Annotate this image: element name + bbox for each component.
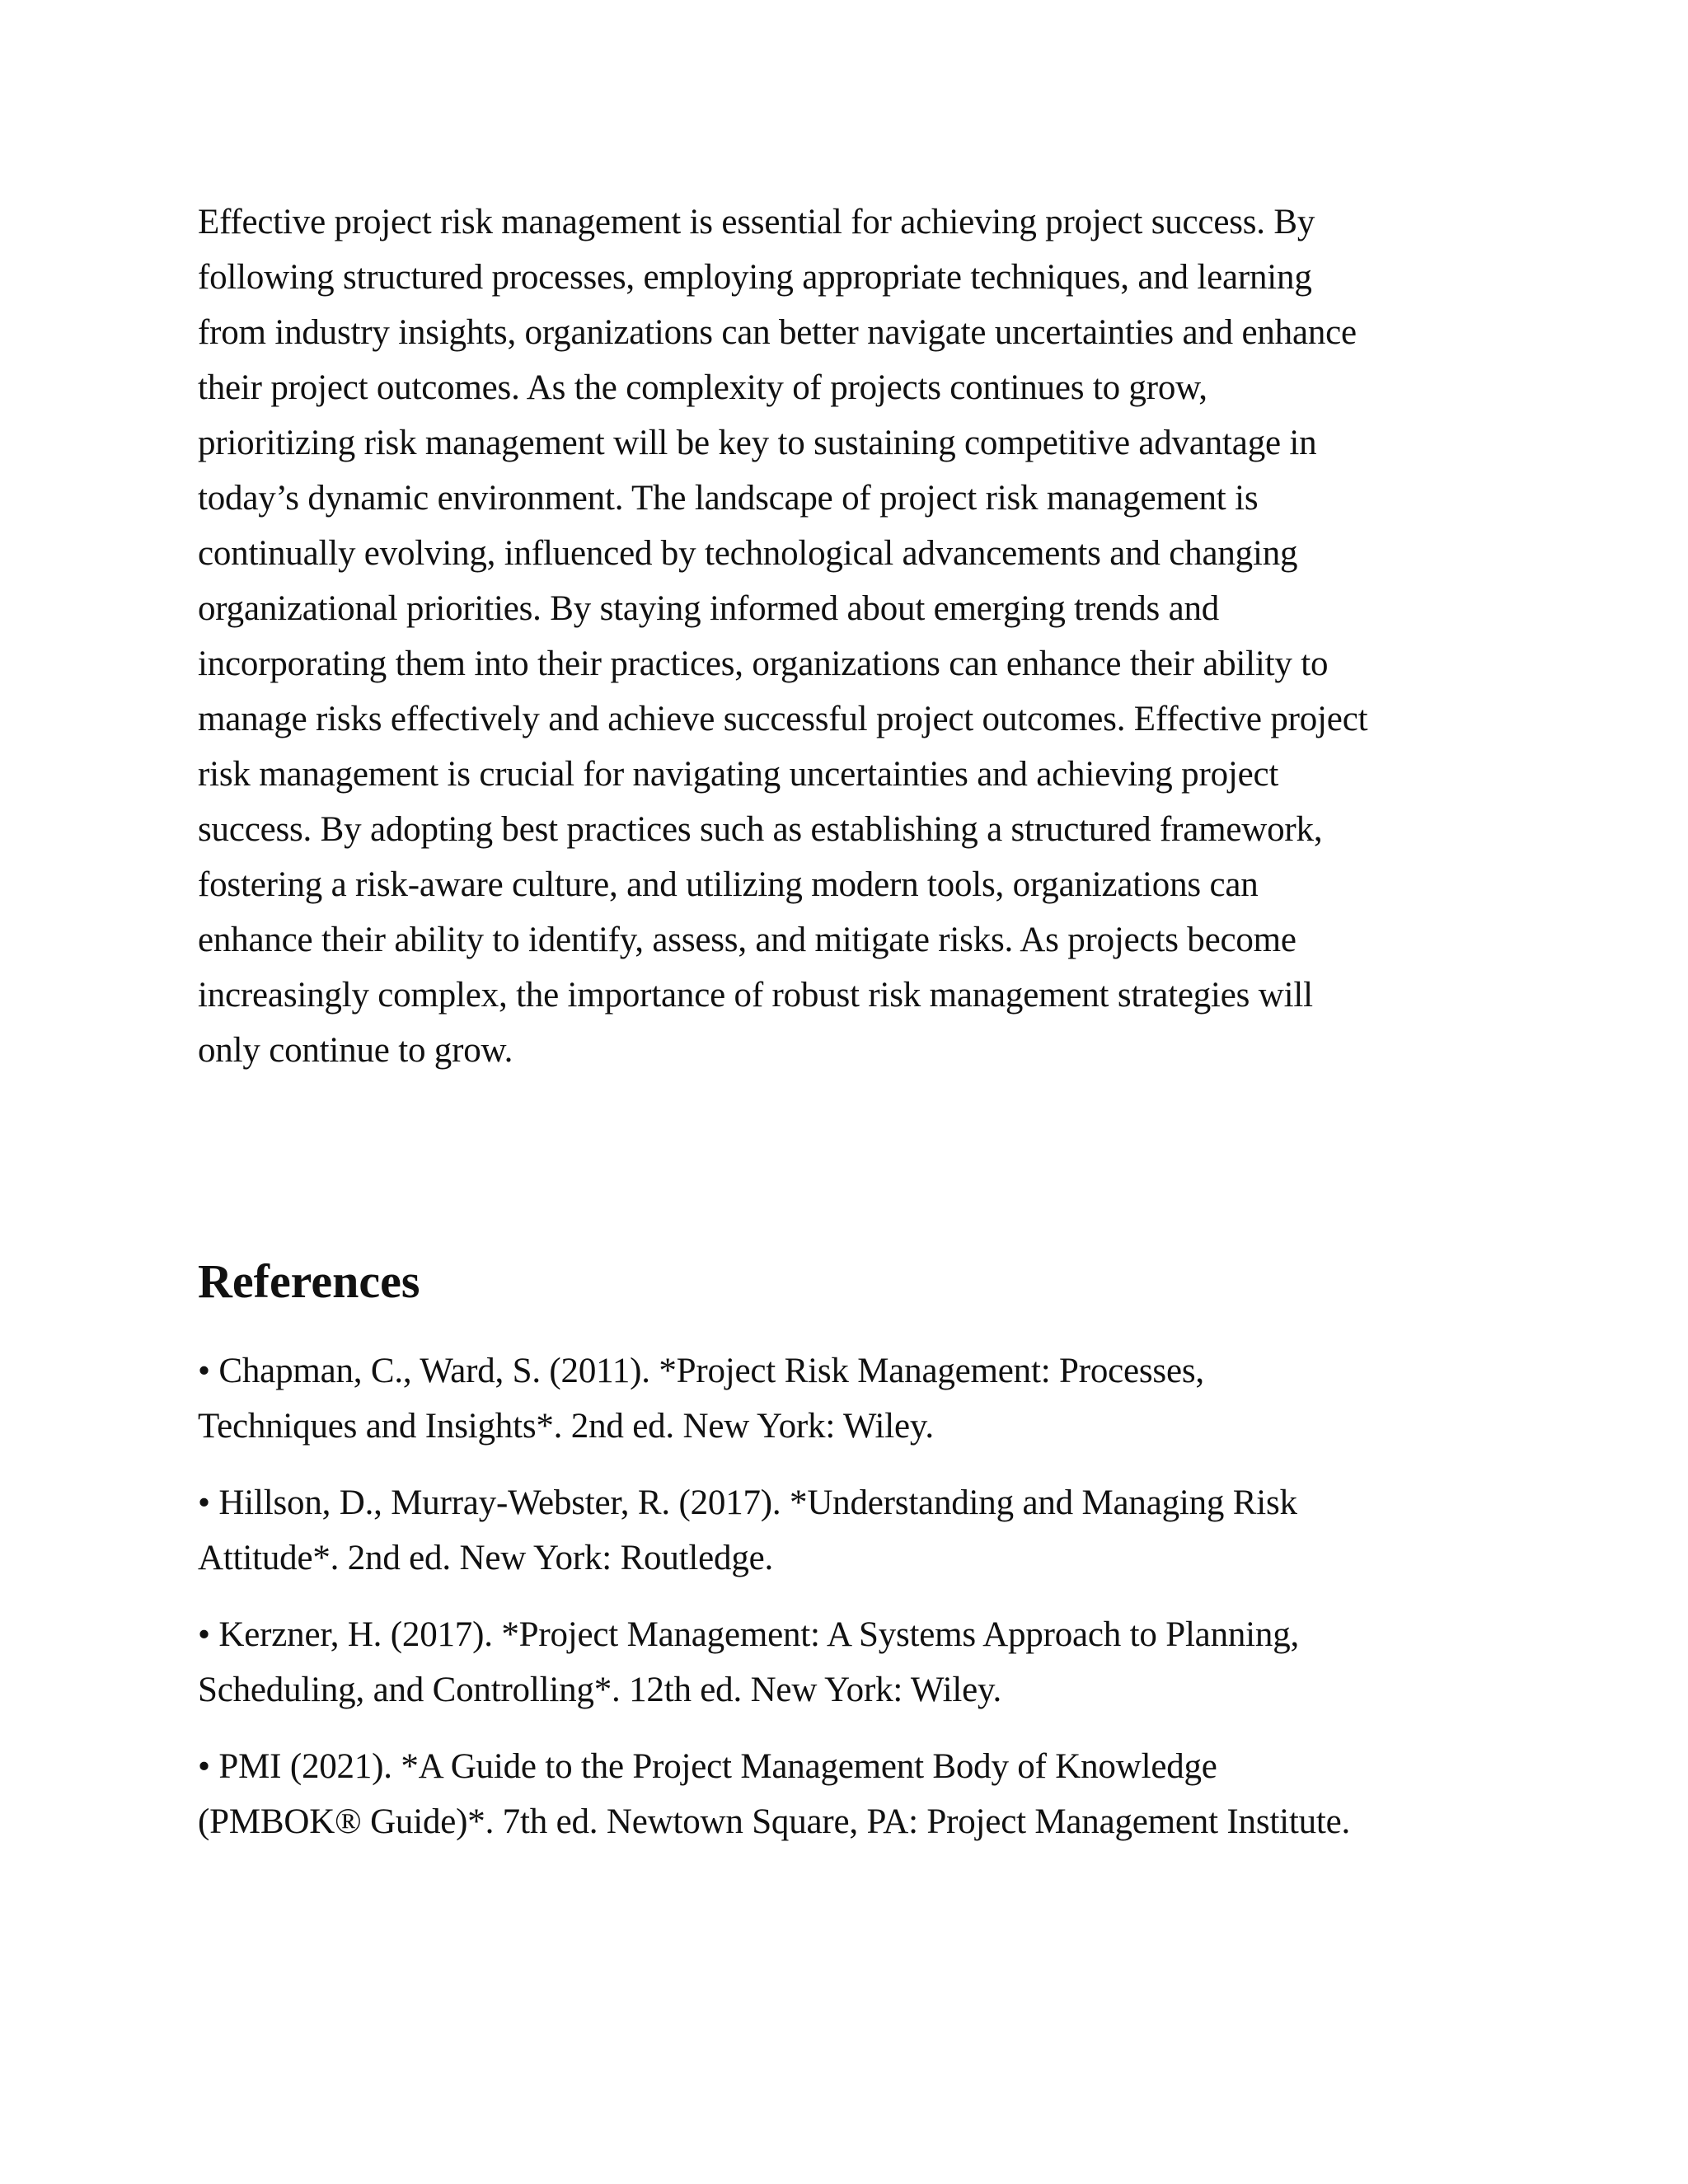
reference-entry: [198, 1343, 1550, 1454]
reference-line: Attitude*. 2nd ed. New York: Routledge.: [198, 1539, 774, 1577]
reference-line: Scheduling, and Controlling*. 12th ed. New York: Wiley.: [198, 1671, 1002, 1709]
paragraph-line: increasingly complex, the importance of robust risk management strategies will: [198, 976, 1313, 1015]
paragraph-line: organizational priorities. By staying informed about emerging trends and: [198, 589, 1220, 628]
paragraph-line: enhance their ability to identify, assess, and mitigate risks. As projects become: [198, 921, 1296, 959]
paragraph-line: continually evolving, influenced by technological advancements and changing: [198, 534, 1298, 573]
references-heading: References: [198, 1254, 420, 1308]
paragraph-line: today’s dynamic environment. The landscape of project risk management is: [198, 479, 1259, 518]
reference-entry: [198, 1607, 1550, 1718]
reference-line: • Hillson, D., Murray-Webster, R. (2017). *Understanding and Managing Risk: [198, 1483, 1297, 1522]
paragraph-line: following structured processes, employing appropriate techniques, and learning: [198, 258, 1312, 297]
reference-entry: [198, 1475, 1550, 1586]
paragraph-line: success. By adopting best practices such as establishing a structured framework,: [198, 810, 1323, 849]
reference-entry: [198, 1739, 1550, 1849]
reference-line: (PMBOK® Guide)*. 7th ed. Newtown Square, PA: Project Management Institute.: [198, 1802, 1351, 1841]
paragraph-line: risk management is crucial for navigating uncertainties and achieving project: [198, 755, 1279, 794]
reference-line: Techniques and Insights*. 2nd ed. New York: Wiley.: [198, 1407, 934, 1446]
reference-line: • PMI (2021). *A Guide to the Project Management Body of Knowledge: [198, 1747, 1217, 1786]
paragraph-line: manage risks effectively and achieve successful project outcomes. Effective project: [198, 700, 1368, 738]
paragraph-line: incorporating them into their practices, organizations can enhance their ability to: [198, 644, 1329, 683]
paragraph-line: from industry insights, organizations can better navigate uncertainties and enhance: [198, 313, 1357, 352]
paragraph-line: Effective project risk management is essential for achieving project success. By: [198, 203, 1315, 241]
paragraph-line: fostering a risk-aware culture, and utilizing modern tools, organizations can: [198, 865, 1259, 904]
paragraph-line: their project outcomes. As the complexity of projects continues to grow,: [198, 368, 1207, 407]
reference-line: • Kerzner, H. (2017). *Project Management: A Systems Approach to Planning,: [198, 1615, 1300, 1654]
conclusion-paragraph: [198, 194, 1517, 1078]
paragraph-line: only continue to grow.: [198, 1031, 513, 1070]
paragraph-line: prioritizing risk management will be key to sustaining competitive advantage in: [198, 424, 1317, 462]
reference-line: • Chapman, C., Ward, S. (2011). *Project Risk Management: Processes,: [198, 1352, 1204, 1390]
